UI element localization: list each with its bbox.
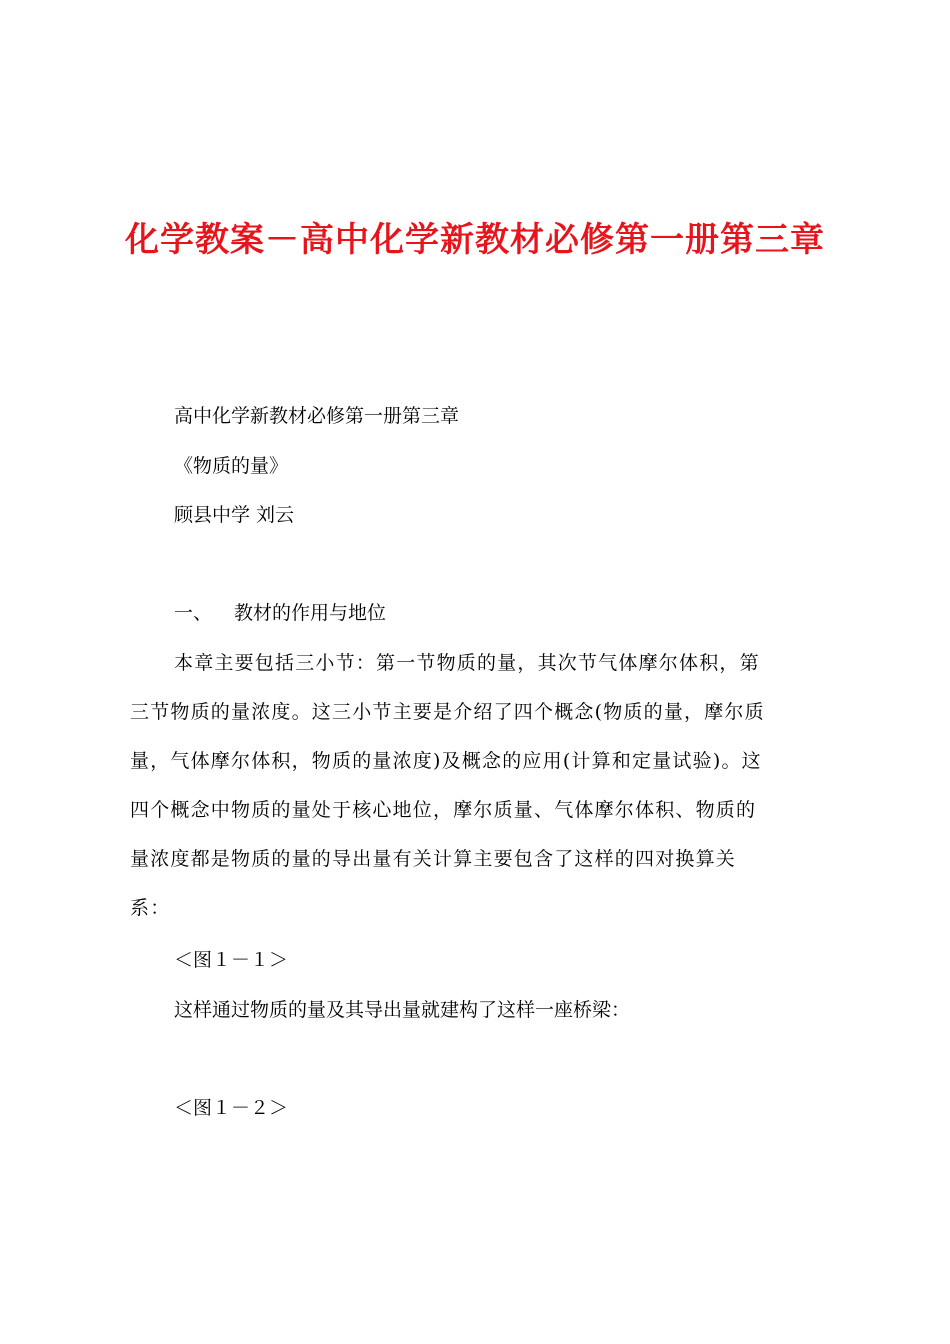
topic-line: 《物质的量》 <box>174 455 289 477</box>
section-heading <box>174 601 386 625</box>
paragraph-line: 系： <box>130 897 171 919</box>
author-line: 顾县中学 刘云 <box>174 504 295 526</box>
subtitle-line: 高中化学新教材必修第一册第三章 <box>174 405 460 427</box>
paragraph-line: 量浓度都是物质的量的导出量有关计算主要包含了这样的四对换算关 <box>130 848 737 870</box>
figure-2-label: ＜图１－２＞ <box>174 1097 289 1119</box>
document-title: 化学教案－高中化学新教材必修第一册第三章 <box>125 220 825 260</box>
section-title: 教材的作用与地位 <box>234 602 387 624</box>
paragraph-1 <box>130 651 830 945</box>
bridge-sentence: 这样通过物质的量及其导出量就建构了这样一座桥梁： <box>174 999 631 1021</box>
paragraph-line: 三节物质的量浓度。这三小节主要是介绍了四个概念(物质的量，摩尔质 <box>130 701 765 723</box>
paragraph-line: 四个概念中物质的量处于核心地位，摩尔质量、气体摩尔体积、物质的 <box>130 799 757 821</box>
section-number: 一、 <box>174 602 213 624</box>
figure-1-label: ＜图１－１＞ <box>174 949 289 971</box>
paragraph-line: 量，气体摩尔体积，物质的量浓度)及概念的应用(计算和定量试验)。这 <box>130 750 762 772</box>
paragraph-line: 本章主要包括三小节：第一节物质的量，其次节气体摩尔体积，第 <box>174 652 760 674</box>
